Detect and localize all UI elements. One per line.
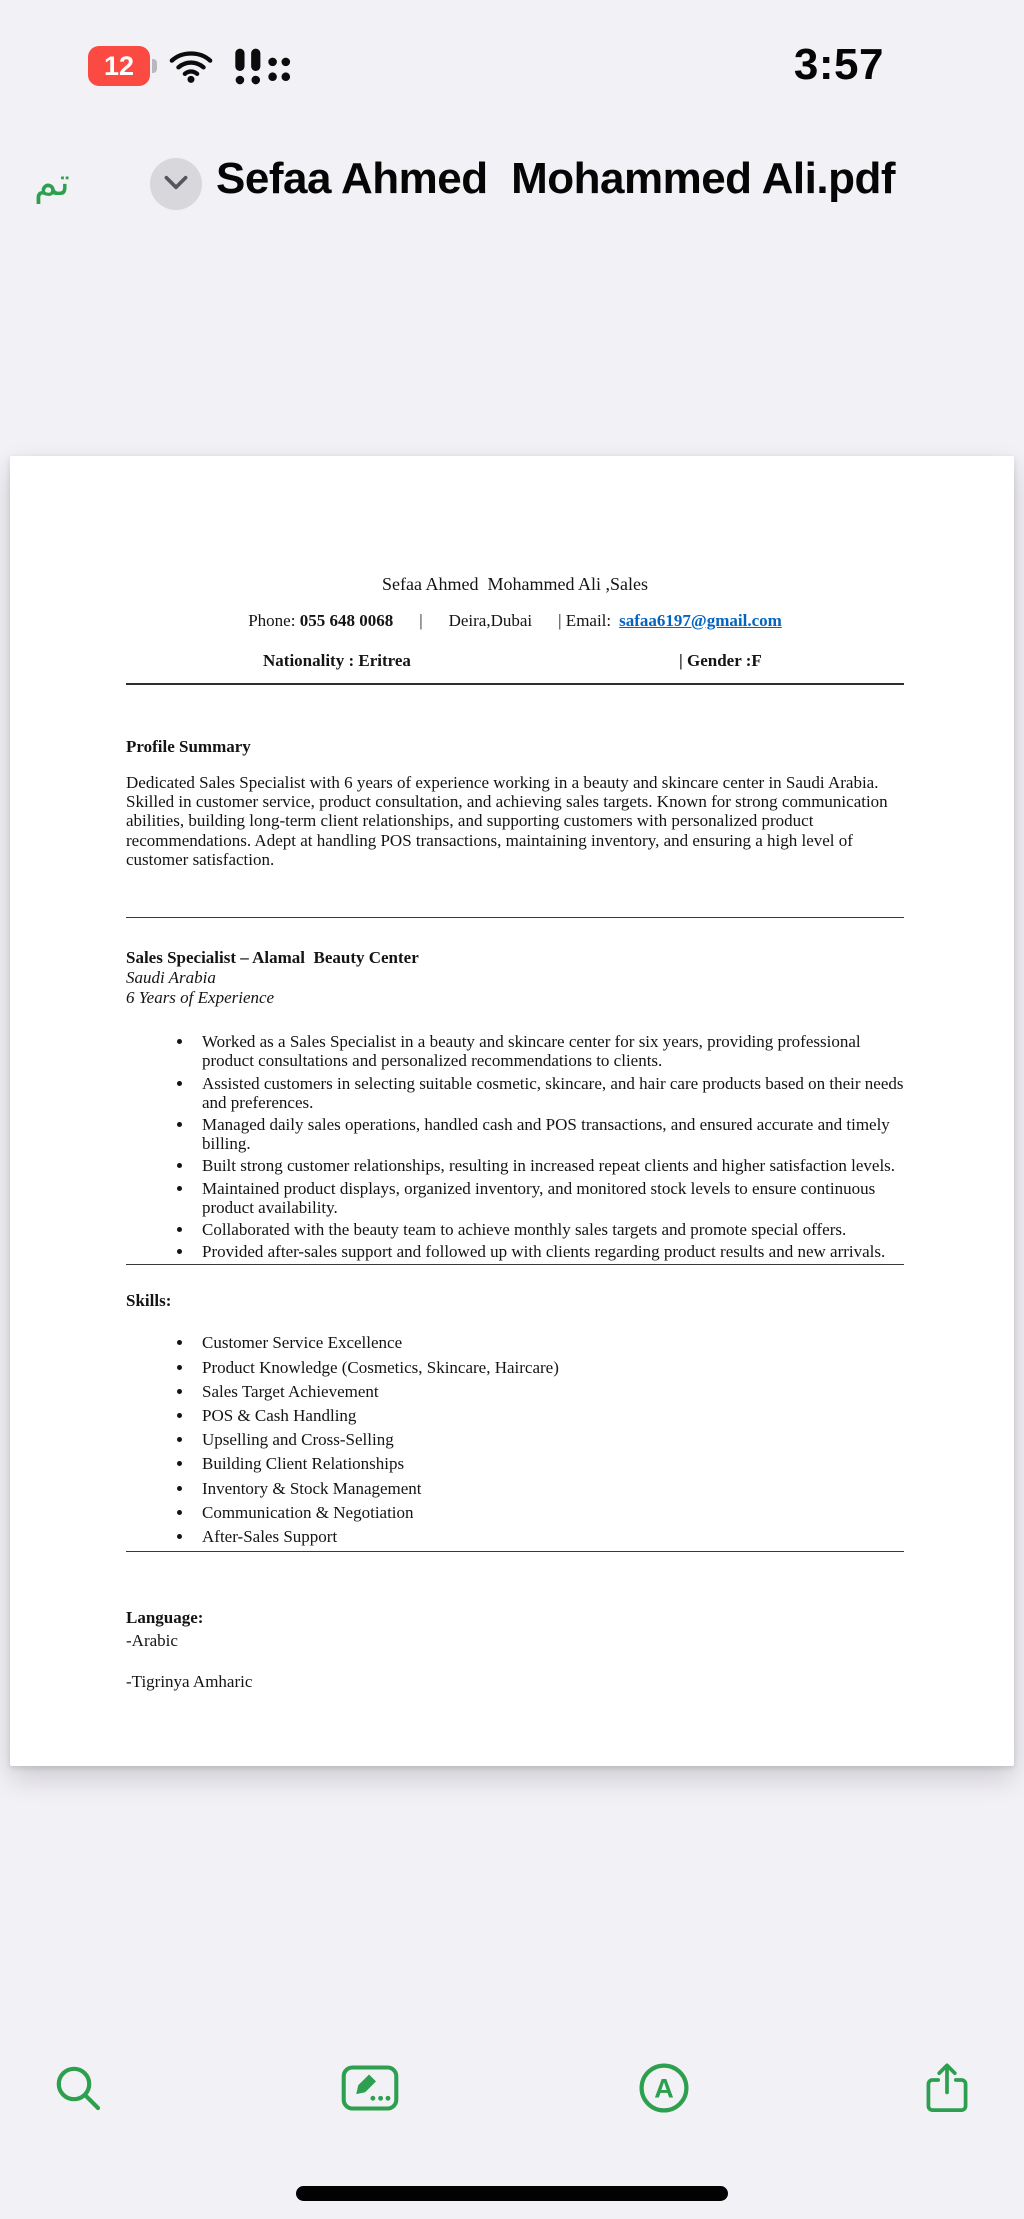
email-label: | Email: bbox=[558, 611, 612, 630]
phone-number: 055 648 0068 bbox=[299, 611, 394, 630]
gender-text: | Gender :F bbox=[679, 651, 762, 670]
section-divider bbox=[126, 1551, 904, 1552]
section-divider bbox=[126, 1264, 904, 1265]
list-item: • Upselling and Cross-Selling bbox=[194, 1430, 904, 1449]
job-title: Sales Specialist – Alamal Beauty Center bbox=[126, 948, 419, 968]
home-indicator[interactable] bbox=[296, 2186, 728, 2201]
status-time: 3:57 bbox=[793, 40, 884, 89]
profile-summary-text: Dedicated Sales Specialist with 6 years of experience working in a beauty and skincare center in Saudi Arabia. Skilled in customer service, product consultation, and achieving sales targets. Known for strong communication abilities, building long-term client relationships, and supporting customers with personalized product recommendations. Adept at handling POS transactions, maintaining inventory, and ensuring a high level of customer satisfaction. bbox=[126, 773, 888, 869]
list-item: • Building Client Relationships bbox=[194, 1454, 904, 1473]
pdf-content bbox=[10, 456, 1014, 1692]
contact-line bbox=[126, 611, 904, 631]
skills-heading: Skills: bbox=[126, 1291, 172, 1311]
job-duration: 6 Years of Experience bbox=[126, 988, 275, 1008]
chevron-down-icon bbox=[164, 175, 188, 193]
resume-name-line: Sefaa Ahmed Mohammed Ali ,Sales bbox=[382, 574, 648, 594]
list-item: • Managed daily sales operations, handled cash and POS transactions, and ensured accurate and timely billing. bbox=[194, 1115, 904, 1153]
nationality-row bbox=[126, 651, 904, 685]
list-item: • Customer Service Excellence bbox=[194, 1333, 904, 1352]
list-item: • Maintained product displays, organized inventory, and monitored stock levels to ensure continuous product availability. bbox=[194, 1179, 904, 1217]
list-item: • POS & Cash Handling bbox=[194, 1406, 904, 1425]
skills-list bbox=[126, 1333, 904, 1546]
phone-label: Phone: bbox=[248, 611, 300, 630]
search-icon bbox=[52, 2062, 104, 2114]
separator: | bbox=[419, 611, 423, 630]
title-menu-button[interactable] bbox=[150, 158, 202, 210]
markup-button[interactable] bbox=[338, 2056, 402, 2120]
list-item: • Assisted customers in selecting suitable cosmetic, skincare, and hair care products based on their needs and preferences. bbox=[194, 1074, 904, 1112]
list-item: • Provided after-sales support and followed up with clients regarding product results and new arrivals. bbox=[194, 1242, 904, 1261]
search-button[interactable] bbox=[46, 2056, 110, 2120]
text-style-button[interactable] bbox=[632, 2056, 696, 2120]
cellular-signal-icon bbox=[232, 46, 298, 86]
markup-icon bbox=[341, 2064, 399, 2112]
share-icon bbox=[924, 2061, 970, 2115]
text-style-icon bbox=[638, 2062, 690, 2114]
language-item: -Arabic bbox=[126, 1631, 178, 1651]
language-item: -Tigrinya Amharic bbox=[126, 1672, 253, 1692]
list-item: • Built strong customer relationships, resulting in increased repeat clients and higher satisfaction levels. bbox=[194, 1156, 904, 1175]
location-text: Deira,Dubai bbox=[448, 611, 533, 630]
pdf-page[interactable] bbox=[10, 456, 1014, 1766]
svg-text:A: A bbox=[654, 2073, 674, 2104]
nationality-text: Nationality : Eritrea bbox=[263, 651, 411, 670]
experience-list bbox=[126, 1032, 904, 1261]
share-button[interactable] bbox=[915, 2056, 979, 2120]
list-item: • Communication & Negotiation bbox=[194, 1503, 904, 1522]
battery-icon bbox=[88, 46, 150, 86]
list-item: • Worked as a Sales Specialist in a beauty and skincare center for six years, providing professional product consultations and personalized recommendations to clients. bbox=[194, 1032, 904, 1070]
status-bar bbox=[88, 44, 298, 88]
list-item: • Sales Target Achievement bbox=[194, 1382, 904, 1401]
email-link[interactable]: safaa6197@gmail.com bbox=[619, 611, 782, 630]
section-divider bbox=[126, 917, 904, 918]
battery-cap bbox=[152, 59, 157, 73]
list-item: • Product Knowledge (Cosmetics, Skincare, Haircare) bbox=[194, 1358, 904, 1377]
profile-summary-heading: Profile Summary bbox=[126, 737, 251, 756]
list-item: • After-Sales Support bbox=[194, 1527, 904, 1546]
battery-level: 12 bbox=[103, 50, 135, 81]
document-title: Sefaa Ahmed Mohammed Ali.pdf bbox=[216, 154, 895, 203]
list-item: • Inventory & Stock Management bbox=[194, 1479, 904, 1498]
job-location: Saudi Arabia bbox=[126, 968, 216, 988]
done-button[interactable]: تم bbox=[34, 160, 70, 204]
list-item: • Collaborated with the beauty team to achieve monthly sales targets and promote special offers. bbox=[194, 1220, 904, 1239]
wifi-icon bbox=[168, 48, 214, 84]
language-heading: Language: bbox=[126, 1608, 204, 1628]
